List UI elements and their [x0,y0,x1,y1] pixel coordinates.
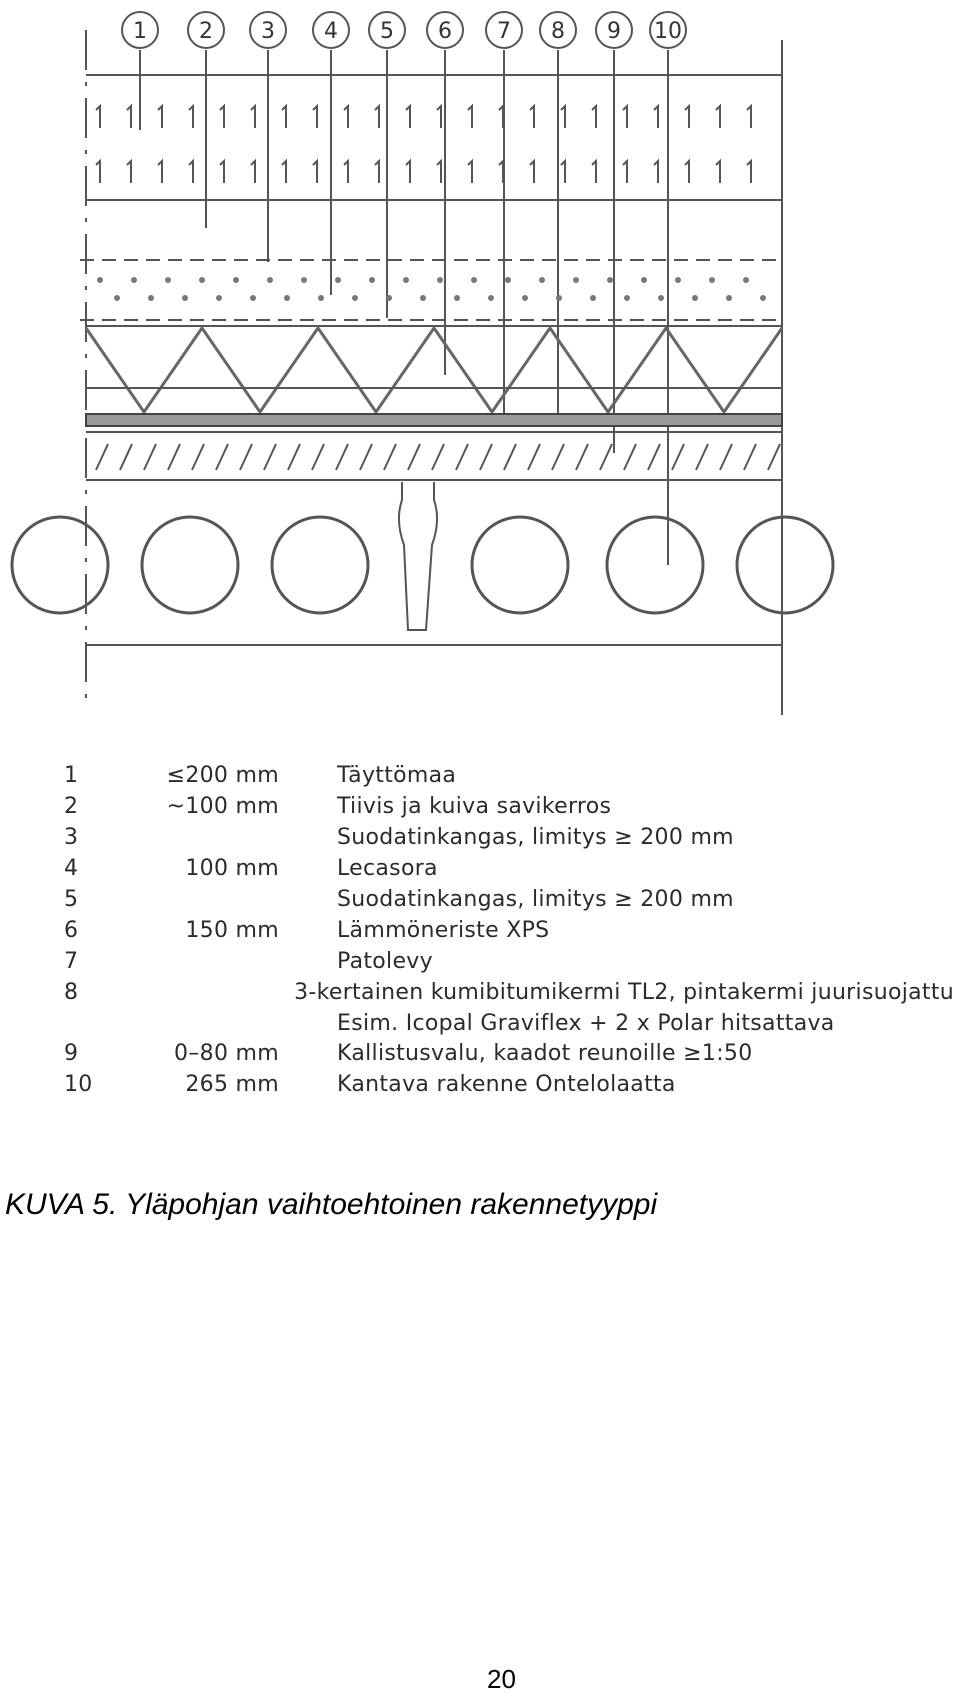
legend-description: Tiivis ja kuiva savikerros [337,794,612,819]
leca-dot [692,295,698,301]
leca-dot [148,295,154,301]
soil-mark [747,161,751,183]
leca-dot [318,295,324,301]
concrete-hatch-mark [696,444,708,470]
soil-mark [158,106,162,128]
callout-10 [650,12,686,565]
callout-label-8: 8 [551,19,565,44]
callout-label-9: 9 [607,19,621,44]
leca-dot [726,295,732,301]
leca-dot [658,295,664,301]
soil-mark [127,106,131,128]
legend-description: Kallistusvalu, kaadot reunoille ≥1:50 [337,1041,753,1066]
soil-mark [592,106,596,128]
legend-row [64,980,954,1011]
soil-mark [468,161,472,183]
legend-row [64,1011,954,1041]
concrete-hatch-mark [408,444,420,470]
callout-label-6: 6 [438,19,452,44]
soil-mark [189,106,193,128]
soil-mark [685,161,689,183]
soil-mark [189,161,193,183]
soil-mark [375,106,379,128]
legend-thickness: 100 mm [185,856,279,881]
callout-layer [122,12,686,565]
slab-joint [399,482,437,630]
waterproof-membrane [86,414,782,426]
leca-dot [114,295,120,301]
hollow-core-void [272,517,368,613]
concrete-hatch-mark [384,444,396,470]
soil-mark [282,106,286,128]
structure-layer [12,30,833,715]
soil-mark [96,161,100,183]
concrete-hatch-mark [360,444,372,470]
callout-label-1: 1 [133,19,147,44]
soil-mark [685,106,689,128]
callout-label-4: 4 [324,19,338,44]
legend-number: 8 [64,980,79,1005]
concrete-hatch-mark [456,444,468,470]
concrete-hatch-mark [672,444,684,470]
concrete-hatch-mark [192,444,204,470]
legend-row [64,794,954,825]
soil-mark [251,161,255,183]
leca-dot [590,295,596,301]
leca-dot [301,277,307,283]
leca-dot [488,295,494,301]
leca-dot [556,295,562,301]
callout-label-2: 2 [199,19,213,44]
legend-row [64,1041,954,1072]
legend-number: 2 [64,794,79,819]
concrete-hatch-mark [240,444,252,470]
leca-dot [284,295,290,301]
concrete-hatch-mark [264,444,276,470]
legend-thickness: ~100 mm [166,794,279,819]
soil-mark [592,161,596,183]
callout-5 [369,12,405,318]
legend-number: 7 [64,949,79,974]
legend-description: Kantava rakenne Ontelolaatta [337,1072,676,1097]
legend-number: 5 [64,887,79,912]
soil-mark [313,161,317,183]
legend-number: 3 [64,825,79,850]
soil-mark [96,106,100,128]
concrete-hatch-mark [720,444,732,470]
legend-thickness: 0–80 mm [174,1041,279,1066]
leca-gravel-dots [97,277,766,301]
soil-mark [344,161,348,183]
leca-dot [420,295,426,301]
concrete-hatch-mark [432,444,444,470]
callout-7 [486,12,522,414]
callout-label-3: 3 [261,19,275,44]
leca-dot [352,295,358,301]
leca-dot [743,277,749,283]
page-number: 20 [487,1664,516,1694]
leca-dot [437,277,443,283]
concrete-hatch-mark [552,444,564,470]
soil-mark [406,161,410,183]
hollow-core-void [607,517,703,613]
leca-dot [233,277,239,283]
concrete-hatch-mark [480,444,492,470]
hollow-core-void [472,517,568,613]
soil-mark [468,106,472,128]
concrete-hatch-mark [576,444,588,470]
hollow-core-voids [12,517,833,613]
concrete-hatch-mark [312,444,324,470]
callout-label-5: 5 [380,19,394,44]
callout-1 [122,12,158,130]
leca-dot [216,295,222,301]
soil-mark [530,161,534,183]
soil-mark [406,106,410,128]
legend-row [64,825,954,856]
legend-row [64,949,954,980]
soil-mark [747,106,751,128]
roof-section-drawing [0,0,960,720]
legend-number: 10 [64,1072,93,1097]
figure-caption: KUVA 5. Yläpohjan vaihtoehtoinen rakennetyyppi [5,1188,658,1221]
soil-mark [437,161,441,183]
callout-8 [540,12,576,414]
soil-mark [561,161,565,183]
legend-description: Täyttömaa [337,763,457,788]
soil-mark [375,161,379,183]
soil-mark [220,106,224,128]
leca-dot [182,295,188,301]
concrete-hatch-mark [288,444,300,470]
soil-mark [654,106,658,128]
soil-mark [623,161,627,183]
concrete-hatch-mark [336,444,348,470]
leca-dot [335,277,341,283]
leca-dot [267,277,273,283]
hollow-core-void [12,517,108,613]
concrete-hatch-mark [528,444,540,470]
hollow-core-void [142,517,238,613]
legend-row [64,887,954,918]
callout-label-10: 10 [654,19,682,44]
soil-mark [499,106,503,128]
callout-label-7: 7 [497,19,511,44]
legend-thickness: ≤200 mm [166,763,279,788]
concrete-hatch-mark [168,444,180,470]
legend-number: 1 [64,763,79,788]
soil-mark [282,161,286,183]
soil-mark [344,106,348,128]
legend-description: Lämmöneriste XPS [337,918,550,943]
soil-mark [654,161,658,183]
leca-dot [675,277,681,283]
leca-dot [641,277,647,283]
legend-description: 3-kertainen kumibitumikermi TL2, pintakermi juurisuojattu [294,980,954,1005]
concrete-hatch-mark [144,444,156,470]
leca-dot [522,295,528,301]
leca-dot [624,295,630,301]
legend-number: 6 [64,918,79,943]
soil-mark [220,161,224,183]
legend-number: 4 [64,856,79,881]
leca-dot [505,277,511,283]
legend-thickness: 265 mm [185,1072,279,1097]
concrete-hatch-mark [648,444,660,470]
legend-table [64,763,954,1103]
leca-dot [165,277,171,283]
soil-mark [716,161,720,183]
leca-dot [250,295,256,301]
soil-mark [437,106,441,128]
concrete-hatch-mark [504,444,516,470]
legend-description: Suodatinkangas, limitys ≥ 200 mm [337,825,734,850]
concrete-hatch-mark [744,444,756,470]
legend-row [64,856,954,887]
soil-mark [251,106,255,128]
slope-concrete-hatch [96,444,780,470]
leca-dot [199,277,205,283]
soil-mark [530,106,534,128]
concrete-hatch-mark [216,444,228,470]
soil-mark [561,106,565,128]
soil-mark [499,161,503,183]
legend-description: Patolevy [337,949,433,974]
soil-mark [623,106,627,128]
concrete-hatch-mark [768,444,780,470]
leca-dot [573,277,579,283]
leca-dot [539,277,545,283]
hollow-core-void [737,517,833,613]
leca-dot [97,277,103,283]
leca-dot [454,295,460,301]
concrete-hatch-mark [600,444,612,470]
legend-description: Suodatinkangas, limitys ≥ 200 mm [337,887,734,912]
xps-insulation-zigzag [86,328,782,412]
leca-dot [709,277,715,283]
leca-dot [607,277,613,283]
leca-dot [386,295,392,301]
soil-mark [127,161,131,183]
callout-4 [313,12,349,295]
legend-row [64,763,954,794]
concrete-hatch-mark [624,444,636,470]
leca-dot [403,277,409,283]
legend-description: Lecasora [337,856,438,881]
legend-number: 9 [64,1041,79,1066]
legend-row [64,1072,954,1103]
legend-row [64,918,954,949]
soil-mark [158,161,162,183]
leca-dot [369,277,375,283]
leca-dot [760,295,766,301]
concrete-hatch-mark [120,444,132,470]
legend-thickness: 150 mm [185,918,279,943]
concrete-hatch-mark [96,444,108,470]
soil-mark [716,106,720,128]
leca-dot [471,277,477,283]
legend-description: Esim. Icopal Graviflex + 2 x Polar hitsattava [337,1011,835,1036]
fill-soil-hatch [96,106,751,183]
callout-3 [250,12,286,262]
soil-mark [313,106,317,128]
leca-dot [131,277,137,283]
